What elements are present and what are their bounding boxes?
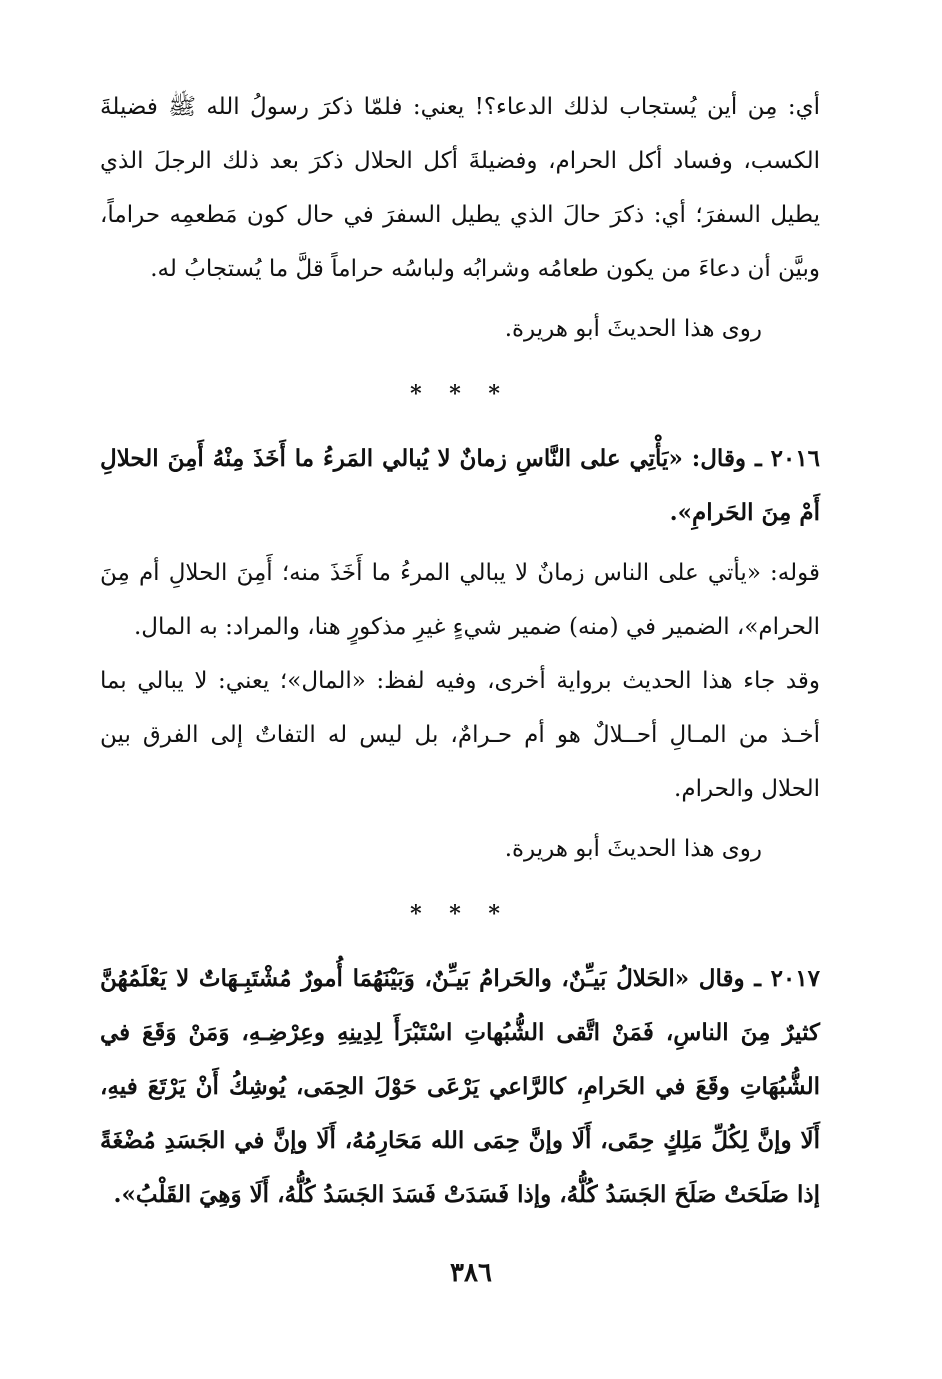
commentary-paragraph-1: أي: مِن أين يُستجاب لذلك الدعاء؟! يعني: فلمّا ذكرَ رسولُ الله ﷺ فضيلةَ الكسب، وفساد أكل الحرام، وفضيلةَ أكل الحلال ذكرَ بعد ذلك الرجلَ الذي يطيل السفرَ؛ أي: ذكرَ حالَ الذي يطيل السفرَ في حال كون مَطعمِه حراماً، وبيَّن أن دعاءَ من يكون طعامُه وشرابُه ولباسُه حراماً قلَّ ما يُستجابُ له. <box>100 94 820 282</box>
hadith-2016-commentary-1: قوله: «يأتي على الناس زمانٌ لا يبالي المرءُ ما أَخَذَ منه؛ أَمِنَ الحلالِ أم مِنَ الحرام»، الضمير في (منه) ضمير شيءٍ غيرِ مذكورٍ هنا، والمراد: به المال. <box>100 560 820 640</box>
hadith-2017-text: ٢٠١٧ ـ وقال «الحَلالُ بَيـِّنٌ، والحَرامُ بَيـِّنٌ، وَبَيْنَهُمَا أُمورٌ مُشْتَبِـهَاتٌ لا يَعْلَمُهُنَّ كثيرٌ مِنَ الناسِ، فَمَنْ اتَّقى الشُّبُهاتِ اسْتَبْرَأَ لِدِينِهِ وعِرْضِـهِ، وَمَنْ وَقَعَ في الشُّبُهَاتِ وقَعَ في الحَرامِ، كالرَّاعي يَرْعَى حَوْلَ الحِمَى، يُوشِكُ أَنْ يَرْتَعَ فيهِ، أَلَا وإنَّ لِكُلِّ مَلِكٍ حِمًى، أَلَا وإنَّ حِمَى الله مَحَارِمُهُ، أَلَا وإنَّ في الجَسَدِ مُضْغَةً إذا صَلَحَتْ صَلَحَ الجَسَدُ كُلُّهُ، وإذا فَسَدَتْ فَسَدَ الجَسَدُ كُلُّهُ، أَلَا وَهِيَ القَلْبُ». <box>100 965 820 1208</box>
page-number: ٣٨٦ <box>450 1258 492 1288</box>
narrator-line-2: روى هذا الحديثَ أبو هريرة. <box>504 836 762 862</box>
narrator-line-1: روى هذا الحديثَ أبو هريرة. <box>504 316 762 342</box>
hadith-2016-text: ٢٠١٦ ـ وقال: «يَأْتِي على النَّاسِ زمانٌ لا يُبالي المَرءُ ما أَخَذَ مِنْهُ أَمِنَ الحلالِ أَمْ مِنَ الحَرامِ». <box>100 445 820 526</box>
section-separator-2: * * * <box>410 901 510 927</box>
section-separator-1: * * * <box>410 381 510 407</box>
hadith-2016-commentary-2: وقد جاء هذا الحديث برواية أخرى، وفيه لفظ: «المال»؛ يعني: لا يبالي بما أخـذ من المـالِ أحــلالٌ هو أم حـرامٌ، بل ليس له التفاتٌ إلى الفرق بين الحلال والحرام. <box>100 668 820 802</box>
